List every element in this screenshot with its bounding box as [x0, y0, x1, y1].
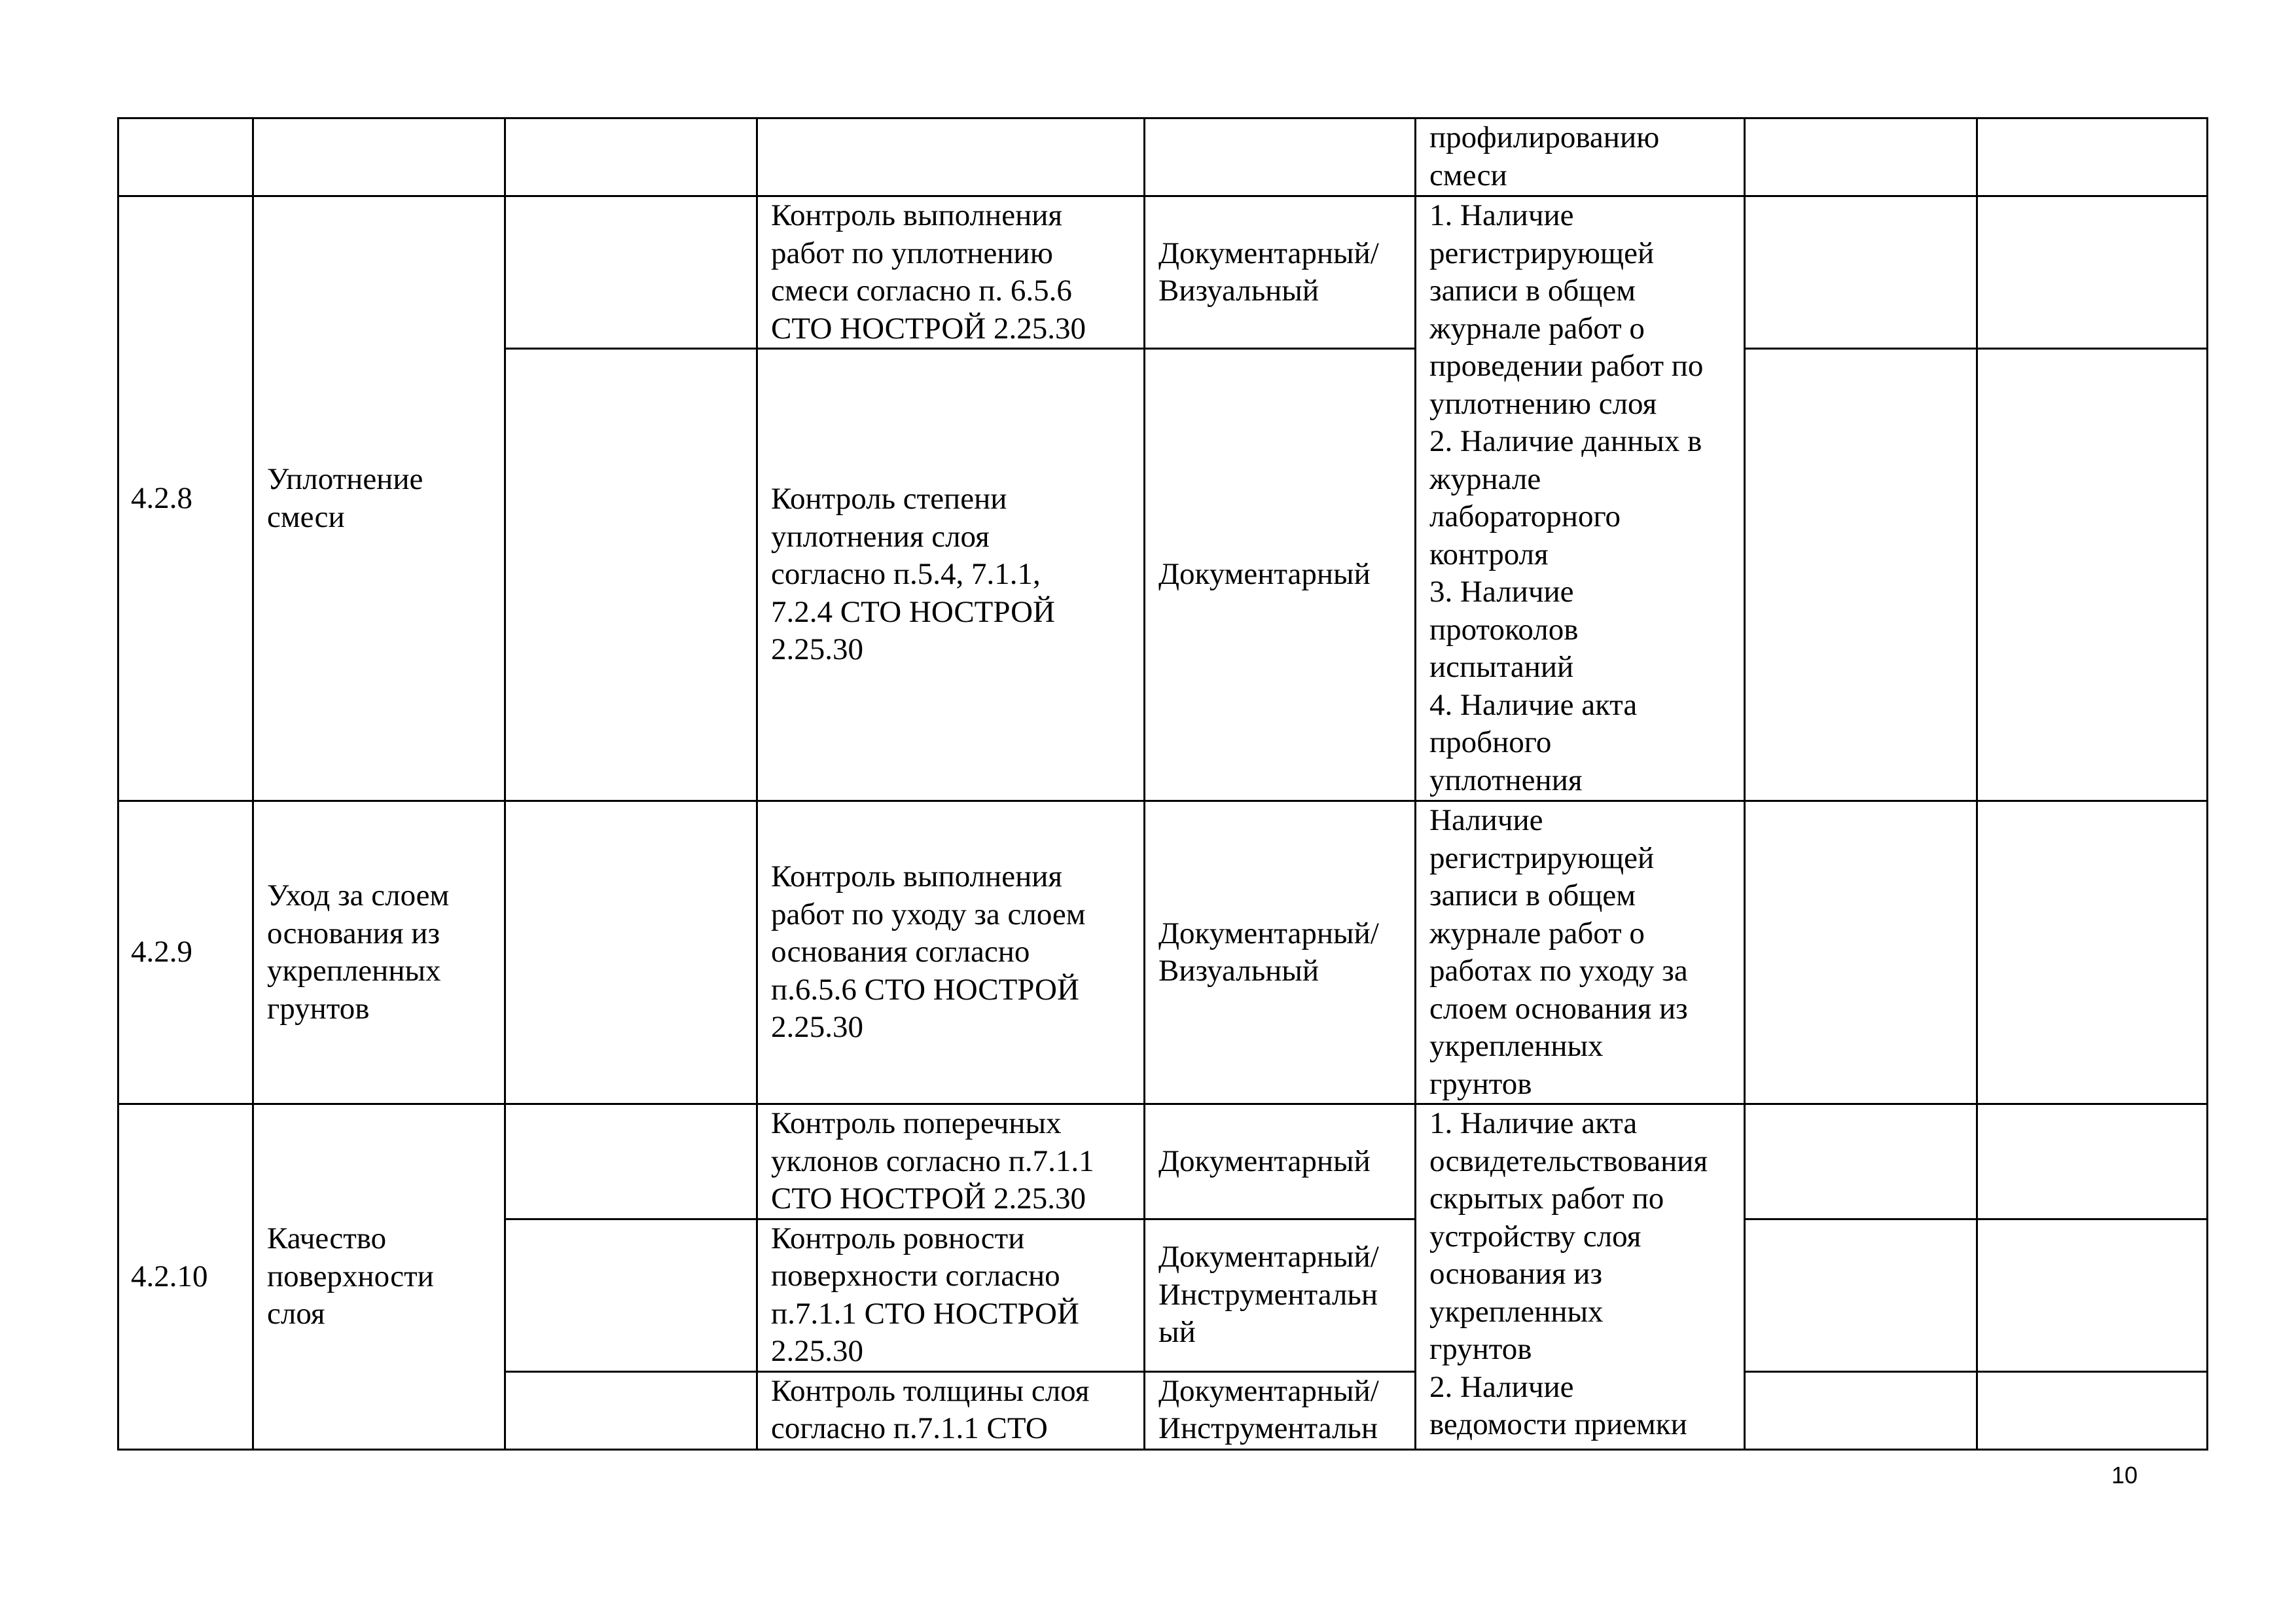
cell-blank — [505, 1219, 757, 1371]
cell-blank — [505, 801, 757, 1104]
table-row-4-2-10-a — [118, 1104, 2208, 1219]
cell-stage-4-2-10: Качество поверхности слоя — [253, 1104, 505, 1450]
cell-operation-4-2-8-a: Контроль выполнения работ по уплотнению смеси согласно п. 6.5.6 СТО НОСТРОЙ 2.25.30 — [757, 196, 1145, 349]
table-row-4-2-8-a — [118, 196, 2208, 349]
cell-method-4-2-8-a: Документарный/ Визуальный — [1145, 196, 1416, 349]
cell-number-4-2-8: 4.2.8 — [118, 196, 253, 801]
cell-criterion-4-2-10: 1. Наличие акта освидетельствования скрытых работ по устройству слоя основания из укрепленных грунтов 2. Наличие ведомости приемки — [1416, 1104, 1745, 1450]
control-table — [117, 117, 2208, 1451]
cell-blank — [505, 349, 757, 801]
cell-method — [1145, 118, 1416, 196]
cell-extra-2 — [1977, 801, 2208, 1104]
cell-operation-4-2-8-b: Контроль степени уплотнения слоя согласно п.5.4, 7.1.1, 7.2.4 СТО НОСТРОЙ 2.25.30 — [757, 349, 1145, 801]
cell-stage — [253, 118, 505, 196]
cell-number-4-2-10: 4.2.10 — [118, 1104, 253, 1450]
cell-extra-2 — [1977, 118, 2208, 196]
cell-extra-1 — [1745, 1219, 1977, 1371]
cell-operation-4-2-10-b: Контроль ровности поверхности согласно п.7.1.1 СТО НОСТРОЙ 2.25.30 — [757, 1219, 1145, 1371]
cell-blank — [505, 1104, 757, 1219]
cell-operation-4-2-10-c: Контроль толщины слоя согласно п.7.1.1 СТО — [757, 1371, 1145, 1449]
cell-method-4-2-10-a: Документарный — [1145, 1104, 1416, 1219]
cell-method-4-2-8-b: Документарный — [1145, 349, 1416, 801]
cell-number-4-2-9: 4.2.9 — [118, 801, 253, 1104]
cell-criterion-4-2-8: 1. Наличие регистрирующей записи в общем журнале работ о проведении работ по уплотнению слоя 2. Наличие данных в журнале лабораторного контроля 3. Наличие протоколов испытаний 4. Наличие акта пробного уплотнения — [1416, 196, 1745, 801]
cell-method-4-2-9: Документарный/ Визуальный — [1145, 801, 1416, 1104]
page-number: 10 — [2111, 1462, 2138, 1489]
cell-extra-2 — [1977, 1371, 2208, 1449]
cell-stage-4-2-9: Уход за слоем основания из укрепленных грунтов — [253, 801, 505, 1104]
cell-blank — [505, 118, 757, 196]
cell-blank — [505, 1371, 757, 1449]
cell-operation — [757, 118, 1145, 196]
cell-number — [118, 118, 253, 196]
cell-criterion: профилированию смеси — [1416, 118, 1745, 196]
cell-extra-1 — [1745, 349, 1977, 801]
cell-extra-1 — [1745, 196, 1977, 349]
cell-method-4-2-10-b: Документарный/ Инструментальн ый — [1145, 1219, 1416, 1371]
cell-extra-2 — [1977, 1219, 2208, 1371]
cell-blank — [505, 196, 757, 349]
cell-extra-2 — [1977, 349, 2208, 801]
table-row-4-2-9 — [118, 801, 2208, 1104]
cell-extra-1 — [1745, 1371, 1977, 1449]
cell-extra-2 — [1977, 196, 2208, 349]
table-row-continuation — [118, 118, 2208, 196]
cell-stage-4-2-8: Уплотнение смеси — [253, 196, 505, 801]
cell-operation-4-2-9: Контроль выполнения работ по уходу за слоем основания согласно п.6.5.6 СТО НОСТРОЙ 2.25.30 — [757, 801, 1145, 1104]
cell-extra-1 — [1745, 118, 1977, 196]
cell-extra-1 — [1745, 801, 1977, 1104]
cell-criterion-4-2-9: Наличие регистрирующей записи в общем журнале работ о работах по уходу за слоем основания из укрепленных грунтов — [1416, 801, 1745, 1104]
cell-extra-1 — [1745, 1104, 1977, 1219]
cell-operation-4-2-10-a: Контроль поперечных уклонов согласно п.7.1.1 СТО НОСТРОЙ 2.25.30 — [757, 1104, 1145, 1219]
cell-method-4-2-10-c: Документарный/ Инструментальн — [1145, 1371, 1416, 1449]
cell-extra-2 — [1977, 1104, 2208, 1219]
